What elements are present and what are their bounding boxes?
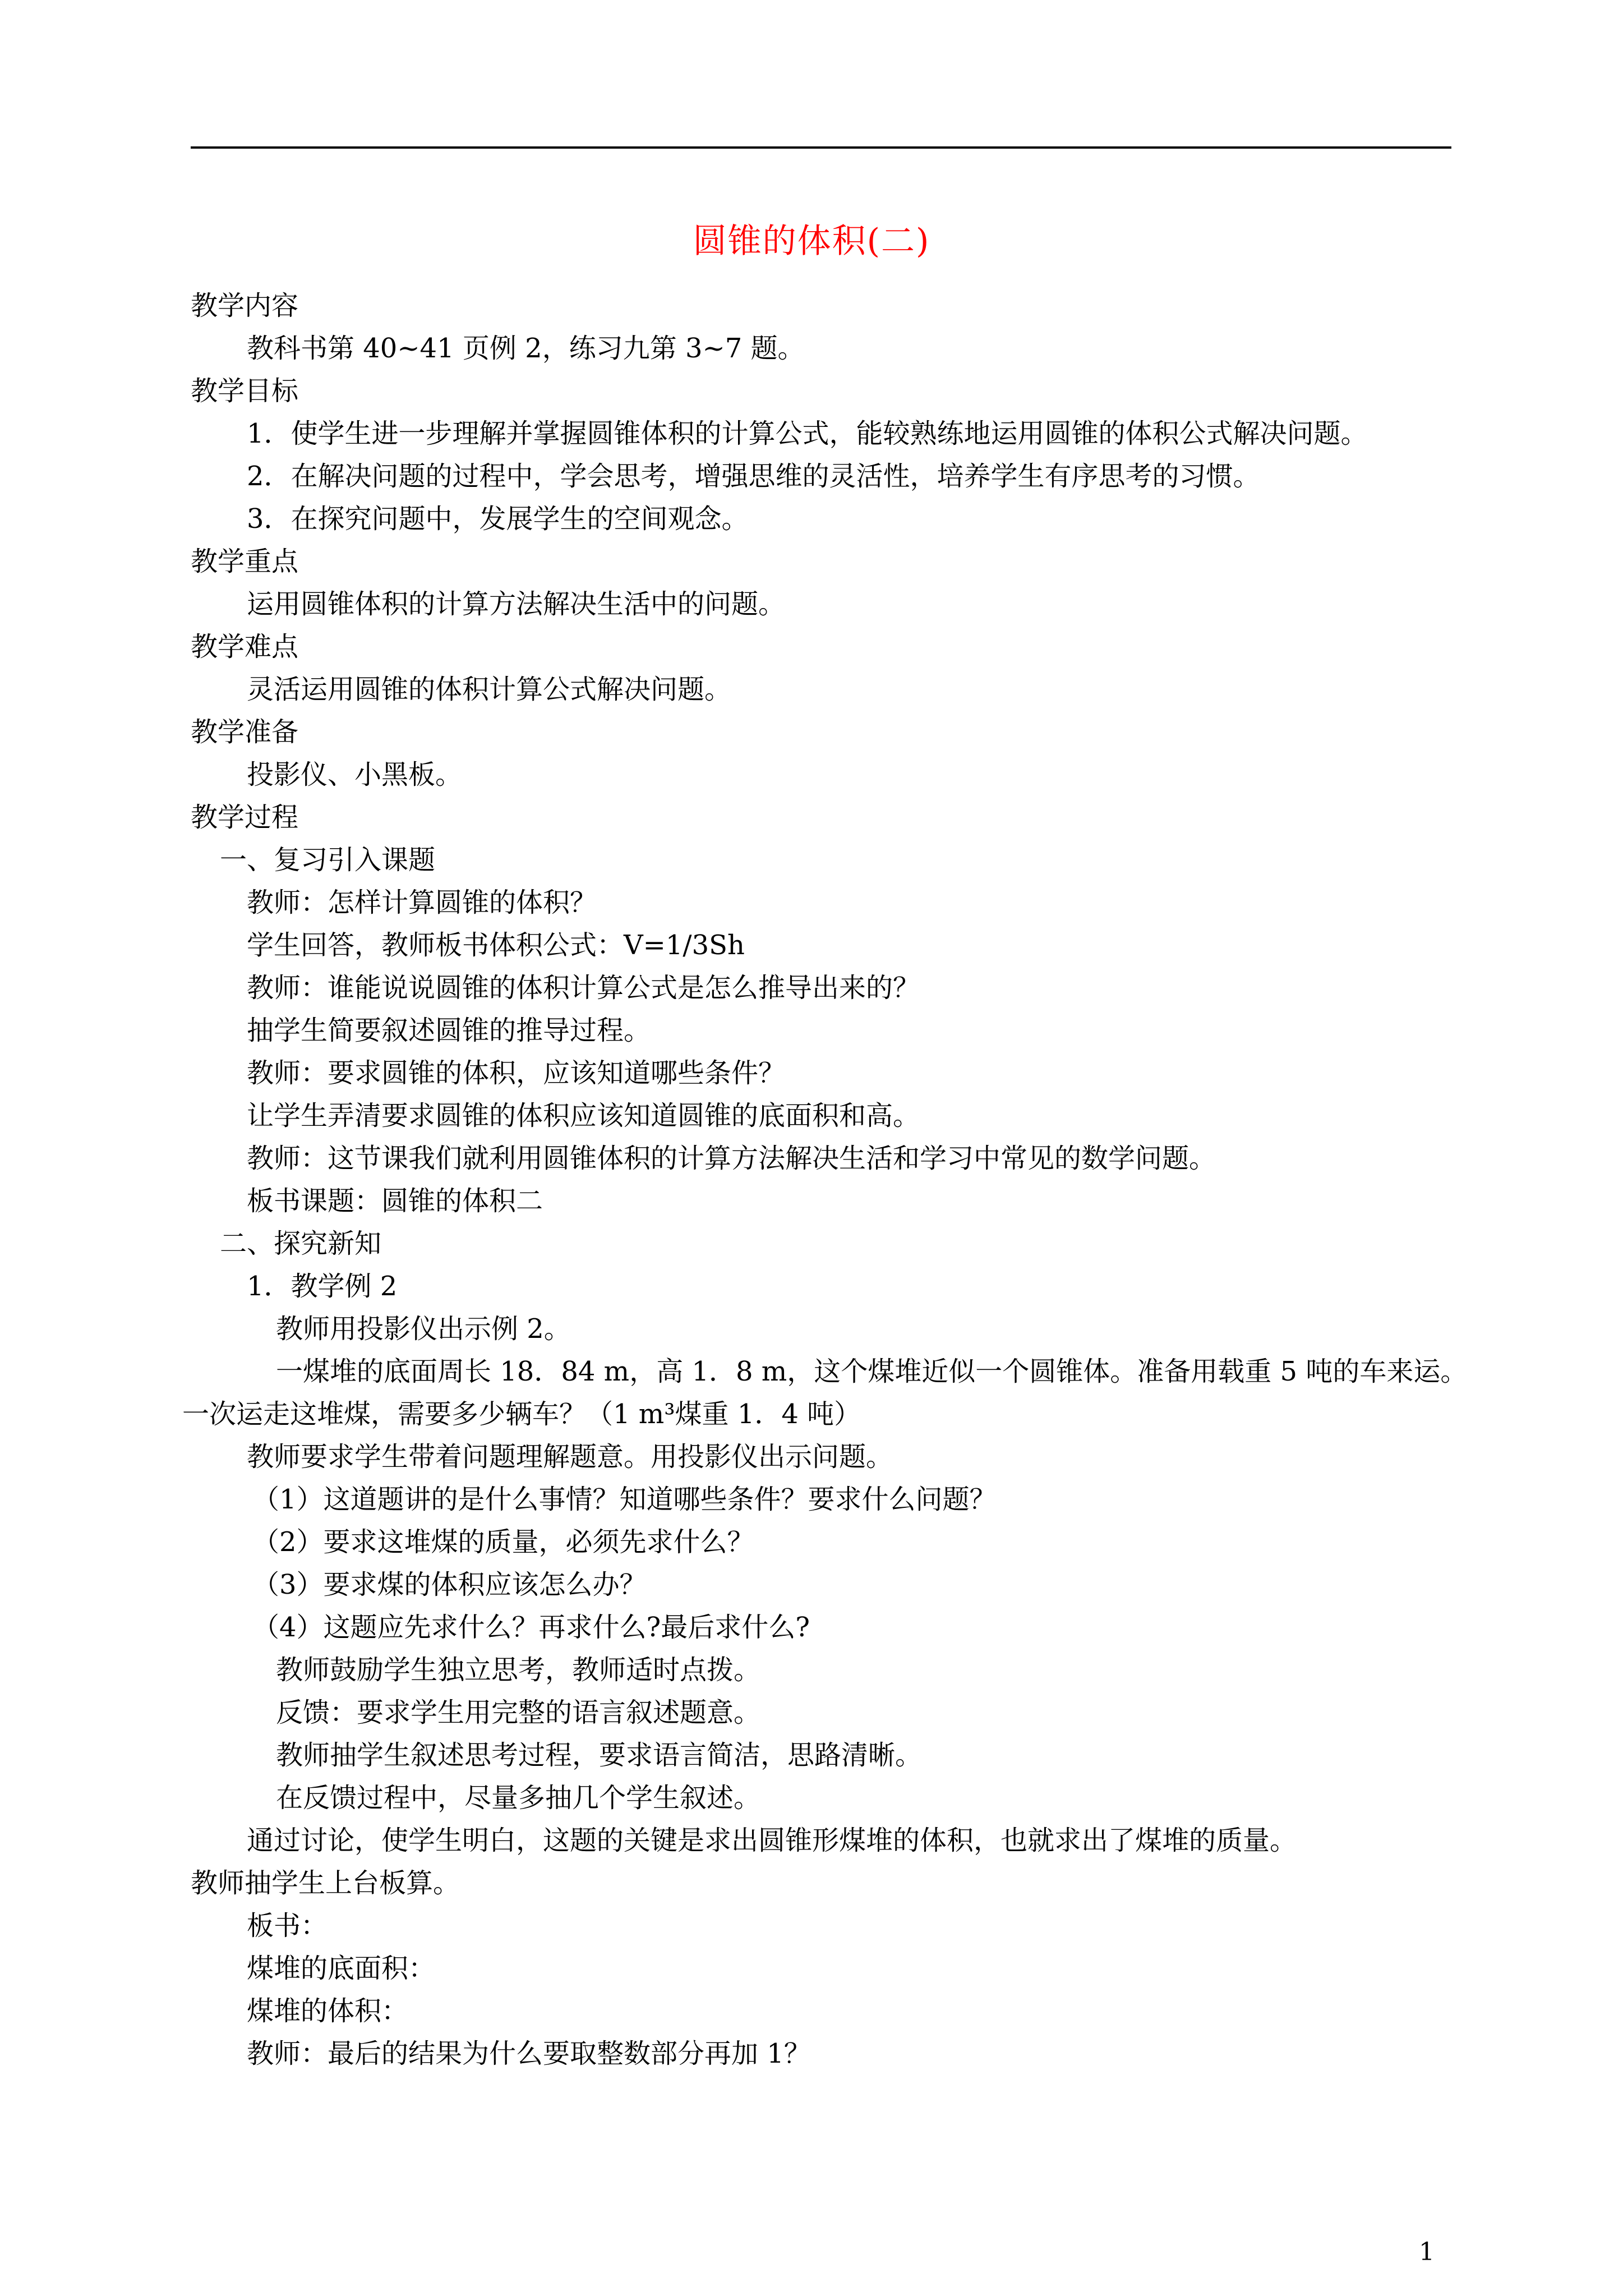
section-heading-goals: 教学目标 [191,375,299,407]
paragraph: 教师：谁能说说圆锥的体积计算公式是怎么推导出来的？ [247,972,920,1004]
paragraph: 煤堆的底面积： [247,1953,436,1984]
paragraph: 板书： [247,1910,328,1941]
paragraph: 教师：怎样计算圆锥的体积？ [247,887,597,918]
question-item: （3）要求煤的体积应该怎么办？ [252,1569,647,1600]
header-rule [191,146,1451,149]
document-title: 圆锥的体积(二) [693,222,930,261]
section-heading-difficulty: 教学难点 [191,631,299,662]
goal-item: 2．在解决问题的过程中，学会思考，增强思维的灵活性，培养学生有序思考的习惯。 [247,461,1260,492]
subsection-heading: 二、探究新知 [220,1228,382,1259]
paragraph: 灵活运用圆锥的体积计算公式解决问题。 [247,674,732,705]
paragraph: 教师：最后的结果为什么要取整数部分再加 1？ [247,2038,811,2069]
question-item: （1）这道题讲的是什么事情？知道哪些条件？要求什么问题？ [252,1484,997,1515]
paragraph-continued: 教师抽学生上台板算。 [191,1867,460,1899]
paragraph: 教师：要求圆锥的体积，应该知道哪些条件？ [247,1057,786,1089]
paragraph: 抽学生简要叙述圆锥的推导过程。 [247,1015,651,1046]
paragraph: 教师用投影仪出示例 2。 [276,1313,571,1345]
paragraph: 教科书第 40~41 页例 2，练习九第 3~7 题。 [247,333,805,364]
paragraph: 让学生弄清要求圆锥的体积应该知道圆锥的底面积和高。 [247,1100,920,1131]
paragraph: 教师抽学生叙述思考过程，要求语言简洁，思路清晰。 [276,1740,923,1771]
paragraph: 通过讨论，使学生明白，这题的关键是求出圆锥形煤堆的体积，也就求出了煤堆的质量。 [247,1825,1297,1856]
paragraph: 运用圆锥体积的计算方法解决生活中的问题。 [247,588,786,620]
paragraph: 教师要求学生带着问题理解题意。用投影仪出示问题。 [247,1441,893,1473]
section-heading-key-point: 教学重点 [191,546,299,577]
subsection-heading: 一、复习引入课题 [220,844,436,876]
paragraph: 投影仪、小黑板。 [247,759,463,790]
section-heading-process: 教学过程 [191,802,299,833]
goal-item: 3．在探究问题中，发展学生的空间观念。 [247,503,749,535]
goal-item: 1．使学生进一步理解并掌握圆锥体积的计算公式，能较熟练地运用圆锥的体积公式解决问题。 [247,418,1368,449]
paragraph: 在反馈过程中，尽量多抽几个学生叙述。 [276,1782,761,1814]
paragraph: 教师：这节课我们就利用圆锥体积的计算方法解决生活和学习中常见的数学问题。 [247,1143,1216,1174]
page-number: 1 [1419,2238,1435,2266]
paragraph: 煤堆的体积： [247,1995,409,2027]
section-heading-preparation: 教学准备 [191,716,299,748]
paragraph: 1．教学例 2 [247,1271,398,1302]
section-heading-content: 教学内容 [191,290,299,321]
example-problem: 一煤堆的底面周长 18．84 m，高 1．8 m，这个煤堆近似一个圆锥体。准备用载重 5 吨的车来运。 [276,1356,1468,1387]
paragraph: 板书课题：圆锥的体积二 [247,1185,543,1217]
paragraph: 反馈：要求学生用完整的语言叙述题意。 [276,1697,761,1728]
question-item: （4）这题应先求什么？再求什么?最后求什么? [252,1612,810,1643]
example-problem-continued: 一次运走这堆煤，需要多少辆车？（1 m³煤重 1．4 吨） [182,1398,861,1430]
paragraph: 教师鼓励学生独立思考，教师适时点拨。 [276,1654,761,1686]
paragraph: 学生回答，教师板书体积公式：V=1/3Sh [247,930,745,961]
question-item: （2）要求这堆煤的质量，必须先求什么？ [252,1526,754,1558]
